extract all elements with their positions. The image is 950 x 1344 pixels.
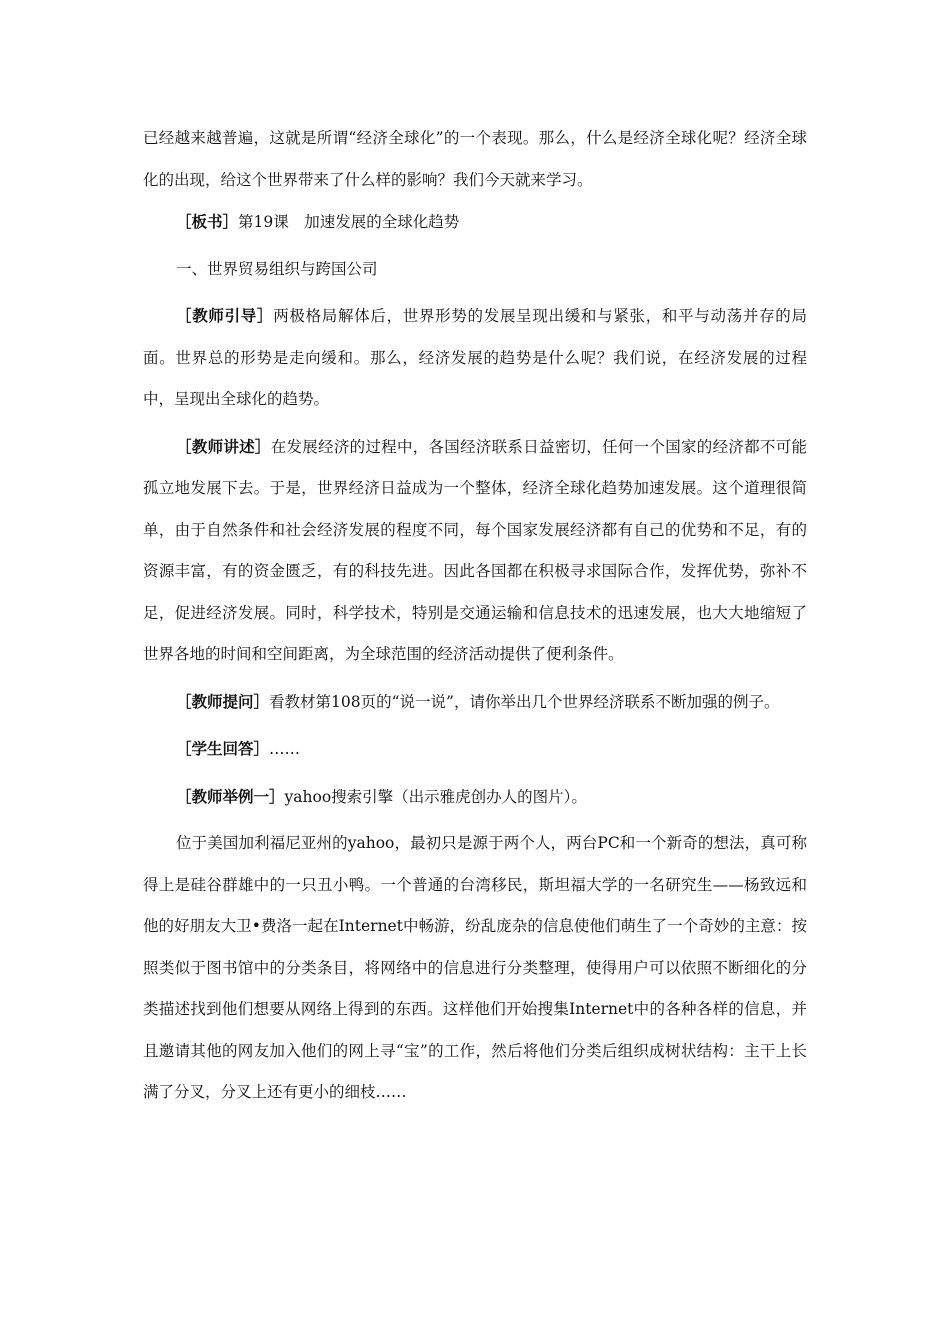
paragraph-text: 看教材第108页的“说一说”，请你举出几个世界经济联系不断加强的例子。 bbox=[269, 692, 780, 711]
paragraph-text: 一、世界贸易组织与跨国公司 bbox=[176, 259, 378, 278]
paragraph-label: ［教师讲述］ bbox=[176, 436, 271, 456]
paragraph-student-answer bbox=[143, 728, 807, 771]
paragraph-label: ［教师引导］ bbox=[176, 306, 274, 325]
paragraph-label: ［学生回答］ bbox=[176, 739, 270, 758]
paragraph-teacher-narration bbox=[143, 426, 807, 676]
paragraph-text: 位于美国加利福尼亚州的yahoo，最初只是源于两个人，两台PC和一个新奇的想法，真可称得上是硅谷群雄中的一只丑小鸭。一个普通的台湾移民，斯坦福大学的一名研究生——杨致远和他的好朋友大卫•费洛一起在Internet中畅游，纷乱庞杂的信息使他们萌生了一个奇妙的主意：按照类似于图书馆中的分类条目，将网络中的信息进行分类整理，使得用户可以依照不断细化的分类描述找到他们想要从网络上得到的东西。这样他们开始搜集Internet中的各种各样的信息，并且邀请其他的网友加入他们的网上寻“宝”的工作，然后将他们分类后组织成树状结构：主干上长满了分叉，分叉上还有更小的细枝…… bbox=[143, 834, 807, 1101]
paragraph-label: ［板书］ bbox=[176, 212, 239, 231]
paragraph-yahoo-story bbox=[143, 823, 807, 1114]
paragraph-text: …… bbox=[269, 740, 301, 758]
paragraph-label: ［教师提问］ bbox=[176, 691, 270, 711]
paragraph-board-title bbox=[143, 201, 807, 244]
paragraph-teacher-example bbox=[143, 776, 807, 819]
paragraph-teacher-guide bbox=[143, 295, 807, 421]
document-body bbox=[143, 118, 807, 1119]
paragraph-text: 在发展经济的过程中，各国经济联系日益密切，任何一个国家的经济都不可能孤立地发展下去。于是，世界经济日益成为一个整体，经济全球化趋势加速发展。这个道理很简单，由于自然条件和社会经济发展的程度不同，每个国家发展经济都有自己的优势和不足，有的资源丰富，有的资金匮乏，有的科技先进。因此各国都在积极寻求国际合作，发挥优势，弥补不足，促进经济发展。同时，科学技术，特别是交通运输和信息技术的迅速发展，也大大地缩短了世界各地的时间和空间距离，为全球范围的经济活动提供了便利条件。 bbox=[143, 437, 807, 663]
paragraph-text: 第19课 加速发展的全球化趋势 bbox=[238, 213, 460, 231]
paragraph-text: 已经越来越普遍，这就是所谓“经济全球化”的一个表现。那么，什么是经济全球化呢？经济全球化的出现，给这个世界带来了什么样的影响？我们今天就来学习。 bbox=[143, 129, 807, 189]
paragraph-intro bbox=[143, 118, 807, 201]
paragraph-teacher-question bbox=[143, 681, 807, 724]
paragraph-label: ［教师举例一］ bbox=[176, 786, 285, 806]
paragraph-text: yahoo搜索引擎（出示雅虎创办人的图片）。 bbox=[284, 787, 587, 806]
paragraph-text: 两极格局解体后，世界形势的发展呈现出缓和与紧张，和平与动荡并存的局面。世界总的形势是走向缓和。那么，经济发展的趋势是什么呢？我们说，在经济发展的过程中，呈现出全球化的趋势。 bbox=[143, 307, 807, 408]
paragraph-section-heading bbox=[143, 249, 807, 291]
